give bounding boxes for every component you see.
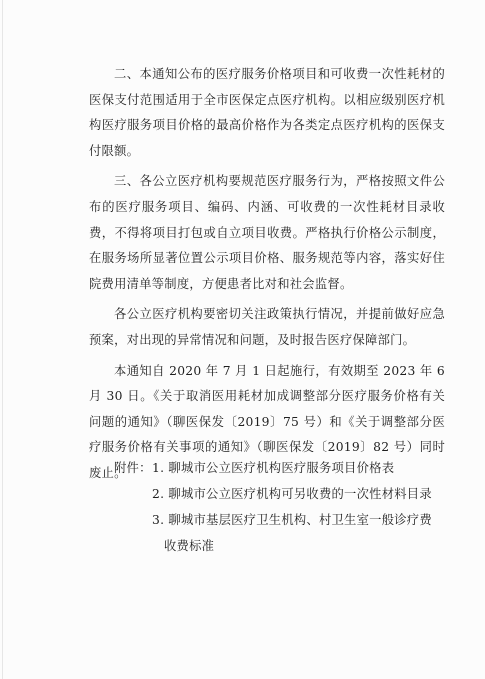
paragraph-conduct: 三、各公立医疗机构要规范医疗服务行为，严格按照文件公布的医疗服务项目、编码、内涵、可收费的一次性耗材目录收费，不得将项目打包或自立项目收费。严格执行价格公示制度，在服务场所显著位置公示项目价格、服务规范等内容，落实好住院费用清单等制度，方便患者比对和社会监督。 <box>89 174 445 291</box>
attachment-label: 附件： <box>114 461 152 475</box>
attachment-list <box>114 455 454 559</box>
attachment-item <box>114 455 454 481</box>
attachment-item <box>114 481 454 507</box>
page-edge <box>2 0 3 679</box>
document-body <box>89 62 445 492</box>
attachment-item-text: 1. 聊城市公立医疗机构医疗服务项目价格表 <box>152 461 395 475</box>
attachment-item-continuation: 收费标准 <box>164 539 215 553</box>
attachment-item-text: 2. 聊城市公立医疗机构可另收费的一次性材料目录 <box>152 487 432 501</box>
attachment-item <box>114 507 454 533</box>
paragraph-monitoring: 各公立医疗机构要密切关注政策执行情况，并提前做好应急预案，对出现的异常情况和问题，及时报告医疗保障部门。 <box>89 307 445 347</box>
paragraph-scope: 二、本通知公布的医疗服务价格项目和可收费一次性耗材的医保支付范围适用于全市医保定点医疗机构。以相应级别医疗机构医疗服务项目价格的最高价格作为各类定点医疗机构的医保支付限额。 <box>89 67 445 158</box>
attachment-item-text: 3. 聊城市基层医疗卫生机构、村卫生室一般诊疗费 <box>152 513 432 527</box>
paragraph-effective-date: 本通知自 2020 年 7 月 1 日起施行，有效期至 2023 年 6 月 30 日。《关于取消医用耗材加成调整部分医疗服务价格有关问题的通知》（聊医保发〔2019〕75 号）和《关于调整部分医疗服务价格有关事项的通知》（聊医保发〔2019〕82 号）同时废止。 <box>89 363 445 480</box>
